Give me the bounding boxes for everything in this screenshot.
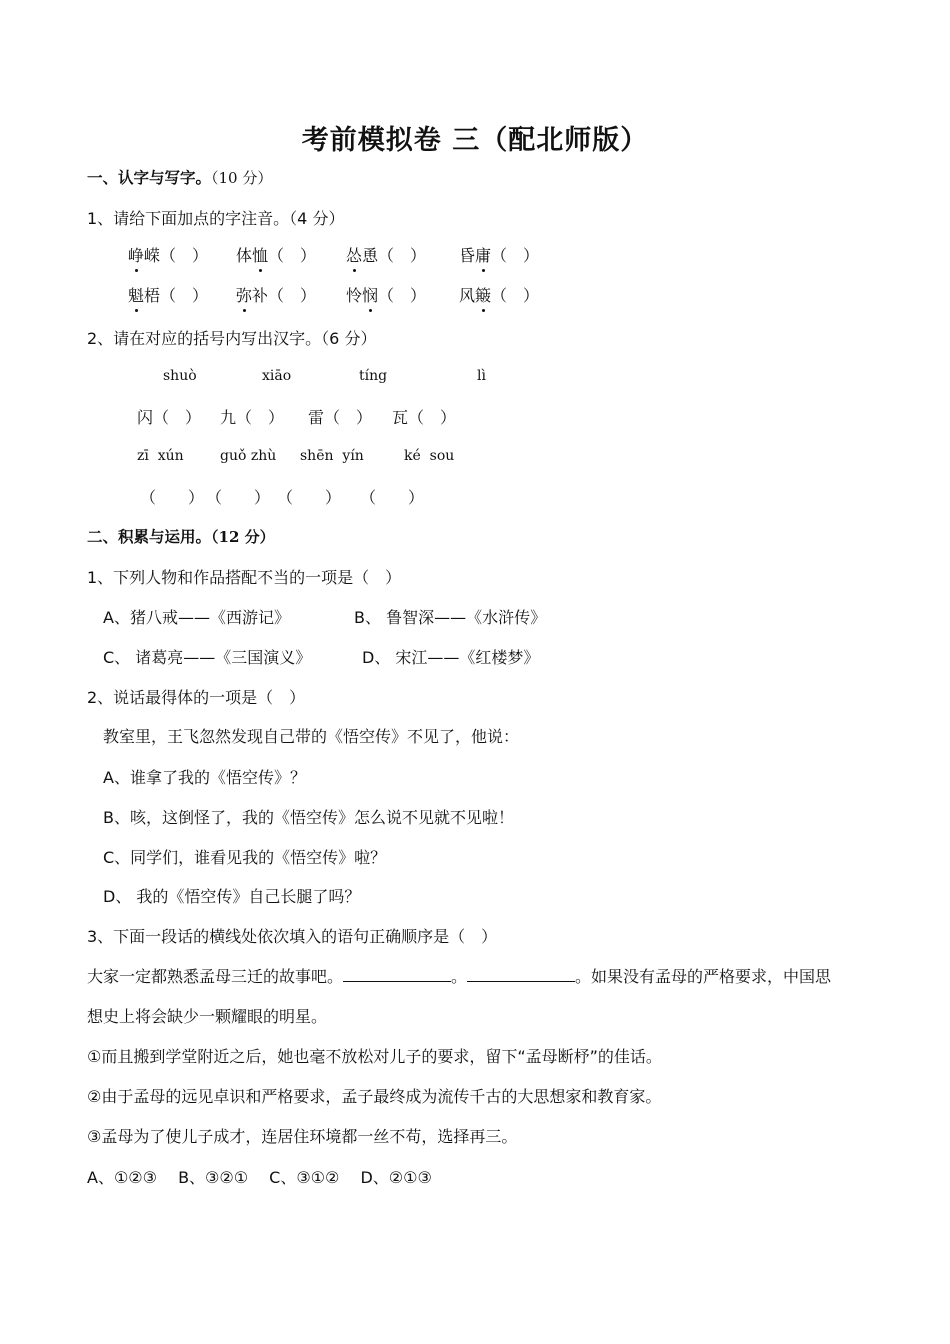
- pinyin: shēn yín: [300, 448, 364, 464]
- section2-heading-text: 二、积累与运用。: [87, 528, 212, 546]
- passage-start: 大家一定都熟悉孟母三迁的故事吧。: [87, 967, 344, 986]
- s1-q1-item: [128, 283, 208, 306]
- section2-heading: [87, 525, 275, 547]
- item-pre: 怜: [346, 286, 363, 305]
- s2-q3-passage-line2: 想史上将会缺少一颗耀眼的明星。: [87, 1007, 328, 1026]
- s1-q1-item: [128, 243, 208, 266]
- s2-q3-sentence-1: ①而且搬到学堂附近之后，她也毫不放松对儿子的要求，留下“孟母断杼”的佳话。: [87, 1047, 662, 1066]
- char-with-bracket: 闪（ ）: [137, 408, 202, 427]
- s2-q1-option-c: C、 诸葛亮——《三国演义》: [103, 648, 312, 667]
- s2-q1-option-a: A、猪八戒——《西游记》: [103, 608, 290, 627]
- item-post: 梧（ ）: [144, 286, 209, 305]
- answer-bracket: （ ）: [140, 488, 205, 507]
- section1-heading: [87, 166, 272, 188]
- dotted-char: 簸: [475, 283, 491, 306]
- s2-q2-prompt: 2、说话最得体的一项是（ ）: [87, 688, 306, 707]
- answer-bracket: （ ）: [277, 488, 342, 507]
- fill-blank-2[interactable]: [467, 967, 575, 982]
- s2-q3-sentence-3: ③孟母为了使儿子成才，连居住环境都一丝不苟，选择再三。: [87, 1127, 518, 1146]
- item-post: 恿（ ）: [362, 246, 427, 265]
- item-post: （ ）: [491, 246, 540, 265]
- dotted-char: 悯: [362, 283, 378, 306]
- section1-score: （10 分）: [211, 169, 273, 187]
- dotted-char: 魁: [128, 283, 144, 306]
- fill-blank-1[interactable]: [343, 967, 451, 982]
- section1-heading-text: 一、认字与写字。: [87, 169, 212, 187]
- s2-q3-sentence-2: ②由于孟母的远见卓识和严格要求，孟子最终成为流传千古的大思想家和教育家。: [87, 1087, 662, 1106]
- s2-q1-option-b: B、 鲁智深——《水浒传》: [354, 608, 547, 627]
- dotted-char: 恤: [252, 243, 268, 266]
- pinyin: shuò: [163, 368, 197, 384]
- s1-q1-item: [236, 243, 316, 266]
- dotted-char: 弥: [236, 283, 252, 306]
- s2-q2-option-c: C、同学们，谁看见我的《悟空传》啦？: [103, 848, 387, 867]
- s2-q3-passage: [87, 964, 831, 987]
- passage-sep: 。: [451, 967, 468, 986]
- pinyin: lì: [477, 368, 486, 384]
- item-post: （ ）: [491, 286, 540, 305]
- item-post: （ ）: [268, 246, 317, 265]
- pinyin: xiāo: [262, 368, 292, 384]
- s1-q1-item: [459, 243, 539, 266]
- s2-q2-context: 教室里，王飞忽然发现自己带的《悟空传》不见了，他说：: [103, 727, 520, 746]
- item-pre: 风: [459, 286, 476, 305]
- s2-q3-prompt: 3、下面一段话的横线处依次填入的语句正确顺序是（ ）: [87, 927, 498, 946]
- char-with-bracket: 雷（ ）: [308, 408, 373, 427]
- pinyin: tíng: [359, 368, 388, 384]
- passage-end: 。如果没有孟母的严格要求，中国思: [575, 967, 832, 986]
- item-pre: 昏: [459, 246, 476, 265]
- answer-bracket: （ ）: [360, 488, 425, 507]
- item-pre: 体: [236, 246, 253, 265]
- s2-q2-option-d: D、 我的《悟空传》自己长腿了吗？: [103, 887, 361, 906]
- item-post: 补（ ）: [252, 286, 317, 305]
- s2-q1-option-d: D、 宋江——《红楼梦》: [362, 648, 540, 667]
- s2-q2-option-b: B、咳，这倒怪了，我的《悟空传》怎么说不见就不见啦！: [103, 808, 514, 827]
- pinyin: zī xún: [137, 448, 184, 464]
- dotted-char: 怂: [346, 243, 362, 266]
- item-post: （ ）: [378, 286, 427, 305]
- s2-q2-option-a: A、谁拿了我的《悟空传》？: [103, 768, 306, 787]
- page-title: 考前模拟卷 三（配北师版）: [301, 125, 649, 156]
- dotted-char: 峥: [128, 243, 144, 266]
- s2-q1-prompt: 1、下列人物和作品搭配不当的一项是（ ）: [87, 568, 402, 587]
- item-post: 嵘（ ）: [144, 246, 209, 265]
- s1-q1-prompt: 1、请给下面加点的字注音。（4 分）: [87, 209, 345, 228]
- s2-q3-options: A、①②③ B、③②① C、③①② D、②①③: [87, 1168, 432, 1187]
- section2-score: （12 分）: [211, 528, 275, 546]
- s1-q1-item: [236, 283, 316, 306]
- answer-bracket: （ ）: [206, 488, 271, 507]
- pinyin: ké sou: [404, 448, 455, 464]
- dotted-char: 庸: [475, 243, 491, 266]
- s1-q1-item: [346, 283, 426, 306]
- s1-q1-item: [346, 243, 426, 266]
- pinyin: guǒ zhù: [220, 448, 277, 464]
- char-with-bracket: 瓦（ ）: [392, 408, 457, 427]
- s1-q1-item: [459, 283, 539, 306]
- s1-q2-prompt: 2、请在对应的括号内写出汉字。（6 分）: [87, 329, 377, 348]
- char-with-bracket: 九（ ）: [220, 408, 285, 427]
